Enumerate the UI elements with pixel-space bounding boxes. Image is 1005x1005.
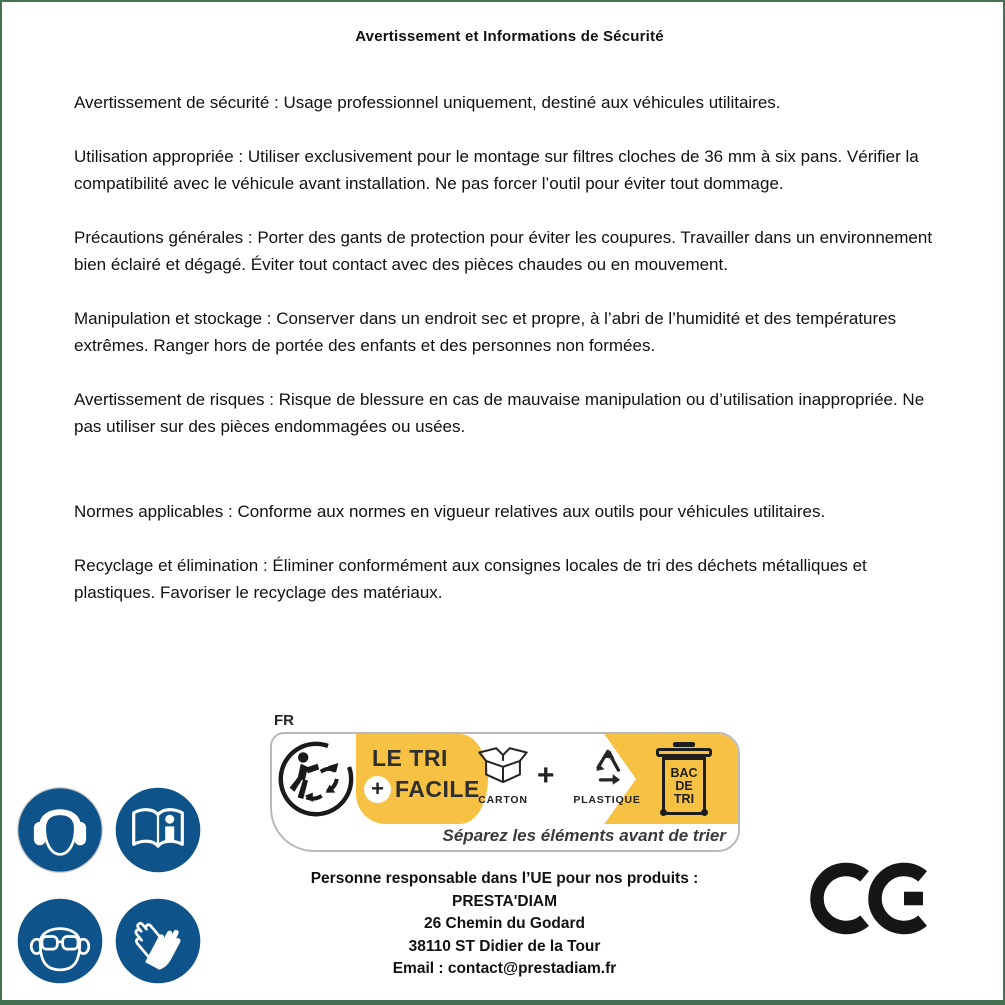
wear-protective-gloves-icon — [113, 896, 205, 986]
wear-ear-protection-icon — [15, 785, 107, 875]
material-plastique — [564, 744, 650, 806]
tri-facile-wordmark — [364, 745, 480, 803]
address-city: 38110 ST Didier de la Tour — [408, 937, 601, 955]
address-street: 26 Chemin du Godard — [423, 915, 586, 932]
responsible-intro: Personne responsable dans l’UE pour nos produits : — [310, 870, 699, 887]
eu-responsible-block — [237, 868, 772, 981]
read-instruction-manual-icon — [113, 785, 205, 875]
safety-paragraph: Manipulation et stockage : Conserver dans un endroit sec et propre, à l’abri de l’humidité et des températures extrêmes. Ranger hors de portée des enfants et des personnes non formées. — [74, 309, 897, 355]
safety-paragraph: Normes applicables : Conforme aux normes en vigueur relatives aux outils pour véhicules utilitaires. — [74, 502, 826, 521]
carton-box-icon — [475, 775, 531, 792]
sorting-info-label — [270, 712, 740, 852]
safety-paragraph: Avertissement de sécurité : Usage professionnel uniquement, destiné aux véhicules utilitaires. — [74, 93, 781, 112]
page-title: Avertissement et Informations de Sécurité — [355, 28, 664, 45]
safety-paragraph: Utilisation appropriée : Utiliser exclusivement pour le montage sur filtres cloches de 36 mm à six pans. Vérifier la compatibilité avec le véhicule avant installation. Ne pas forcer l’outil pour éviter tout dommage. — [74, 147, 919, 193]
country-code: FR — [274, 712, 294, 729]
wear-eye-protection-icon — [15, 896, 107, 986]
plus-badge: + — [364, 776, 391, 803]
sorting-caption: Séparez les éléments avant de trier — [442, 826, 726, 845]
bin-text-line: TRI — [673, 791, 695, 806]
contact-email: Email : contact@prestadiam.fr — [392, 960, 617, 977]
bin-text-line: BAC — [670, 765, 698, 780]
mandatory-safety-pictograms — [15, 785, 205, 986]
wordmark-line2: FACILE — [395, 776, 480, 802]
material-carton — [470, 744, 536, 806]
ce-mark-icon — [799, 842, 949, 960]
material-label: PLASTIQUE — [573, 794, 641, 806]
triman-icon — [276, 739, 356, 819]
plus-separator: + — [537, 759, 555, 792]
tri-facile-label — [270, 732, 740, 852]
bin-text-line: DE — [675, 778, 693, 793]
sorting-bin-icon — [656, 742, 712, 815]
plastic-recycling-icon — [582, 775, 632, 792]
safety-paragraph: Précautions générales : Porter des gants de protection pour éviter les coupures. Travailler dans un environnement bien éclairé et dégagé. Éviter tout contact avec des pièces chaudes ou en mouvement. — [74, 228, 933, 274]
wordmark-line1: LE TRI — [372, 745, 448, 771]
company-name: PRESTA'DIAM — [451, 892, 557, 910]
safety-paragraph: Recyclage et élimination : Éliminer conformément aux consignes locales de tri des déchets métalliques et plastiques. Favoriser le recyclage des matériaux. — [74, 556, 867, 602]
safety-text-block — [2, 2, 1003, 606]
safety-paragraph: Avertissement de risques : Risque de blessure en cas de mauvaise manipulation ou d’utilisation inappropriée. Ne pas utiliser sur des pièces endommagées ou usées. — [74, 390, 925, 436]
material-label: CARTON — [478, 794, 528, 806]
